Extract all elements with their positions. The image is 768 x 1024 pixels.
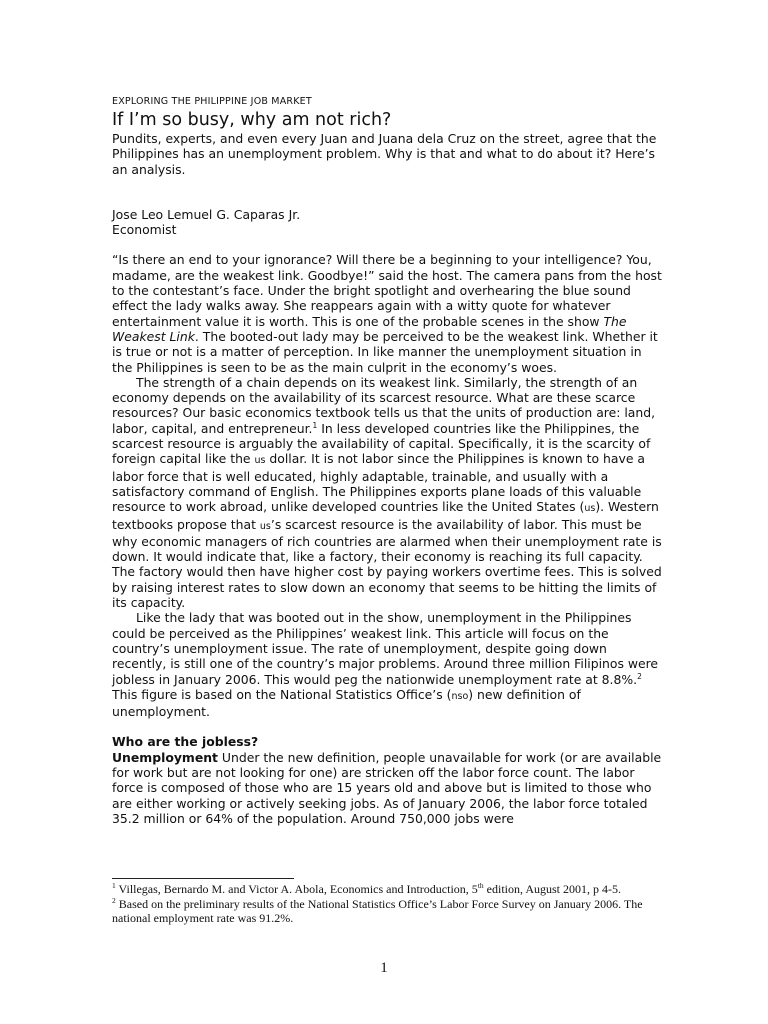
page-number: 1 [380,960,388,976]
footnote-ref-2[interactable]: 2 [637,671,642,681]
paragraph-3: Like the lady that was booted out in the show, unemployment in the Philippines could be perceived as the Philippines’ weakest link. This article will focus on the country’s unemployment issue. The rate of unemployment, despite going down recently, is still one of the country’s major problems. Around three million Filipinos were jobless in January 2006. This would peg the nationwide unemployment rate at 8.8%.$^2$ This figure is based on the National Statistics Office’s (nso) new definition of unemployment. [112,610,659,720]
author-role: Economist [112,222,177,238]
footnote-2: $^2$ Based on the preliminary results of the National Statistics Office’s Labor Force Survey on January 2006. The national employment rate was 91.2%. [112,895,643,925]
section-kicker: EXPLORING THE PHILIPPINE JOB MARKET [112,96,312,107]
author-name: Jose Leo Lemuel G. Caparas Jr. [112,206,301,222]
article-deck: Pundits, experts, and even every Juan and Juana dela Cruz on the street, agree that the Philippines has an unemployment problem. Why is that and what to do about it? Here’s an analysis. [112,131,657,177]
footnote-divider [112,878,294,879]
show-title: The Weakest Link [112,313,627,344]
paragraph-1: “Is there an end to your ignorance? Will there be a beginning to your intelligence? You, madame, are the weakest link. Goodbye!” said the host. The camera pans from the host to the contestant’s face. Under the bright spotlight and overhearing the blue sound effect the lady walks away. She reappears again with a witty quote for whatever entertainment value it is worth. This is one of the probable scenes in the show The Weakest Link. The booted-out lady may be perceived to be the weakest link. Whether it is true or not is a matter of perception. In like manner the unemployment situation in the Philippines is seen to be as the main culprit in the economy’s woes. [112,252,662,375]
footnotes [112,882,662,926]
author-block [112,207,662,238]
term-lead: Unemployment [112,749,218,765]
footnote-1: $^1$ Villegas, Bernardo M. and Victor A. Abola, Economics and Introduction, 5th edition, August 2001, p 4-5. [112,881,621,896]
footnote-ref-1[interactable]: 1 [312,420,318,430]
paragraph-2: The strength of a chain depends on its weakest link. Similarly, the strength of an economy depends on the availability of its scarcest resource. What are these scarce resources? Our basic economics textbook tells us that the units of production are: land, labor, capital, and entrepreneur.$^1$ In less developed countries like the Philippines, the scarcest resource is arguably the availability of capital. Specifically, it is the scarcity of foreign capital like the us dollar. It is not labor since the Philippines is known to have a labor force that is well educated, highly adaptable, trainable, and usually with a satisfactory command of English. The Philippines exports plane loads of this valuable resource to work abroad, unlike developed countries like the United States (us). Western textbooks propose that us’s scarcest resource is the availability of labor. This must be why economic managers of rich countries are alarmed when their unemployment rate is down. It would indicate that, like a factory, their economy is reaching its full capacity. The factory would then have higher cost by paying workers overtime fees. This is solved by raising interest rates to slow down an economy that seems to be hitting the limits of its capacity. [112,374,662,611]
section-heading: Who are the jobless? [112,734,259,750]
paragraph-4: Unemployment Under the new definition, people unavailable for work (or are available for work but are not looking for one) are stricken off the labor force count. The labor force is composed of those who are 15 years old and above but is limited to those who are either working or actively seeking jobs. As of January 2006, the labor force totaled 35.2 million or 64% of the population. Around 750,000 jobs were [112,749,662,826]
article-title: If I’m so busy, why am not rich? [112,110,392,130]
article [112,96,662,826]
